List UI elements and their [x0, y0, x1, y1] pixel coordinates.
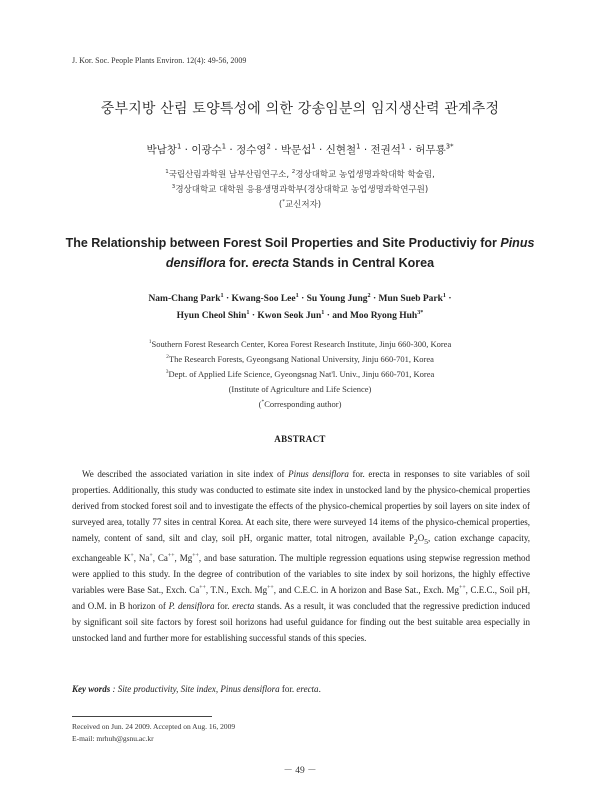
en-sep: ·: [324, 311, 333, 321]
abstract-sup: ++: [167, 552, 175, 559]
en-sep: ·: [370, 294, 379, 304]
keywords-italic: Pinus densiflora: [220, 684, 280, 694]
abstract-sup: ++: [199, 584, 206, 591]
abstract-text: , Ca: [152, 552, 168, 563]
en-author-2-sup: 1: [295, 292, 299, 299]
abstract-italic: P. densiflora: [168, 600, 215, 611]
en-sep: ·: [298, 294, 307, 304]
abstract-sub: 5: [424, 536, 428, 546]
en-author-1-sup: 1: [220, 292, 224, 299]
abstract-sup: ++: [267, 584, 274, 591]
english-affiliation-1: [0, 339, 600, 349]
ko-affil-3: 경상대학교 대학원 응용생명과학부(경상대학교 농업생명과학연구원): [175, 185, 429, 195]
en-author-7-sup: 3*: [417, 309, 424, 316]
abstract-text: for. erecta in responses to site variables of soil properties. Additionally, this study was conducted to estimate site index in unstocked land by the physico-chemical properties derived from stocked forest soil and to investigate the effects of the physico-chemical properties by soil layers on site index of surveyed area, totally 77 sites in central Korea. At each site, there were surveyed 14 items of the physico-chemical properties, namely, content of sand, silt and clay, soil pH, organic matter, total nitrogen, available P: [72, 469, 530, 543]
ko-affil-3-sup: 3: [171, 184, 176, 191]
english-authors-line-1: [0, 294, 600, 304]
ko-affil-2-sup: 2: [291, 169, 296, 176]
en-affil-3: Dept. of Applied Life Science, Gyeongsnag Nat'l. Univ., Jinju 660-701, Korea: [168, 369, 435, 379]
en-corr-open: (: [258, 399, 262, 409]
ko-sep: ·: [181, 144, 192, 156]
en-author-4: Mun Sueb Park: [378, 294, 443, 304]
keywords: [72, 684, 530, 694]
ko-affil-1-sup: 1: [165, 169, 169, 176]
korean-affiliation-line-2: [0, 183, 600, 195]
en-author-3: Su Young Jung: [306, 294, 368, 304]
ko-author-7-sup: 3*: [445, 142, 454, 151]
abstract-italic: erecta: [232, 600, 255, 611]
en-affil-1: Southern Forest Research Center, Korea Forest Research Institute, Jinju 660-300, Korea: [151, 339, 452, 349]
abstract-text: , and C.E.C. in A horizon and Base Sat., Exch. Mg: [273, 584, 460, 595]
ko-author-3-sup: 2: [266, 142, 271, 151]
author-email: E-mail: mrhuh@gsnu.ac.kr: [72, 734, 154, 743]
ko-sep: ·: [270, 144, 281, 156]
en-title-italic: erecta: [252, 256, 289, 270]
en-author-6-sup: 1: [321, 309, 325, 316]
english-corresponding: [0, 399, 600, 409]
abstract-sup: +: [149, 552, 153, 559]
abstract-heading: ABSTRACT: [274, 434, 326, 444]
en-author-5: Hyun Cheol Shin: [176, 311, 247, 321]
ko-sep: ·: [360, 144, 371, 156]
abstract-body: [72, 466, 530, 646]
en-title-part: Stands in Central Korea: [288, 256, 435, 270]
en-affil-2: The Research Forests, Gyeongsang National University, Jinju 660-701, Korea: [168, 354, 434, 364]
abstract-sup: +: [130, 552, 134, 559]
ko-author-2-sup: 1: [221, 142, 227, 151]
english-title-line-2: [0, 256, 600, 270]
ko-affil-1: 국립산림과학원 남부산림연구소,: [168, 170, 292, 180]
received-date: Received on Jun. 24 2009. Accepted on Aug. 16, 2009: [72, 722, 236, 731]
en-title-italic: densiflora: [165, 256, 226, 270]
ko-sep: ·: [405, 144, 416, 156]
keywords-sep: :: [110, 684, 118, 694]
korean-affiliation-line-1: [0, 168, 600, 180]
en-affil-2-sup: 2: [166, 354, 169, 361]
ko-author-4-sup: 1: [311, 142, 316, 151]
en-author-4-sup: 1: [442, 292, 446, 299]
english-affiliation-3: [0, 369, 600, 379]
en-title-part: for.: [225, 256, 253, 270]
en-sep: ·: [249, 311, 258, 321]
korean-corresponding: [0, 198, 600, 210]
keywords-italic: erecta: [296, 684, 319, 694]
korean-authors: [0, 142, 600, 157]
abstract-sup: ++: [459, 584, 466, 591]
ko-author-3: 정수영: [236, 144, 267, 156]
ko-sep: ·: [226, 144, 237, 156]
abstract-italic: Pinus densiflora: [288, 469, 349, 479]
en-affil-3-sup: 3: [165, 369, 169, 376]
en-title-italic: Pinus: [500, 236, 535, 250]
ko-author-4: 박문섭: [280, 144, 312, 156]
keywords-text: Site productivity, Site index,: [117, 684, 221, 694]
abstract-text: We described the associated variation in site index of: [82, 469, 289, 479]
ko-affil-2: 경상대학교 농업생명과학대학 학술림,: [295, 170, 435, 180]
korean-title: 중부지방 산림 토양특성에 의한 강송임분의 임지생산력 관계추정: [100, 101, 500, 117]
journal-header: J. Kor. Soc. People Plants Environ. 12(4): 49-56, 2009: [72, 56, 247, 65]
en-corr-sup: *: [261, 399, 265, 406]
en-author-6: Kwon Seok Jun: [257, 311, 322, 321]
ko-corr-sup: *: [282, 199, 285, 206]
ko-sep: ·: [315, 144, 326, 156]
en-corr-text: Corresponding author): [264, 399, 342, 409]
abstract-text: , T.N., Exch. Mg: [205, 584, 268, 595]
ko-author-7: 허무룡: [415, 144, 446, 156]
abstract-text: , C.E.C., Soil pH, and O.M. in B horizon of: [72, 584, 530, 611]
keywords-text: .: [318, 684, 321, 694]
en-sep: ·: [446, 294, 452, 304]
abstract-text: O: [417, 533, 425, 543]
en-sep: ·: [223, 294, 232, 304]
abstract-sub: 2: [413, 536, 418, 546]
en-title-part: The Relationship between Forest Soil Properties and Site Productiviy for: [65, 236, 501, 250]
page-number: － 49 －: [283, 766, 317, 776]
ko-author-2: 이광수: [191, 144, 222, 156]
en-author-3-sup: 2: [367, 292, 371, 299]
keywords-text: for.: [279, 684, 297, 694]
abstract-text: stands. As a result, it was concluded that the regressive prediction induced by significant soil site factors by forest soil horizons had useful guidance for finding out the best suitable area especially in unstocked land and further more for establishing successful stands of this species.: [72, 600, 530, 643]
keywords-label: Key words: [72, 684, 111, 694]
en-affil-1-sup: 1: [148, 339, 152, 346]
ko-corr-open: (: [278, 200, 283, 210]
abstract-sup: ++: [192, 552, 199, 559]
en-author-2: Kwang-Soo Lee: [231, 294, 296, 304]
ko-author-5: 신현철: [325, 144, 357, 156]
ko-author-1-sup: 1: [176, 142, 182, 151]
english-authors-line-2: [0, 311, 600, 321]
ko-corr-text: 교신저자): [284, 200, 322, 210]
en-author-1: Nam-Chang Park: [148, 294, 221, 304]
abstract-text: , Na: [133, 552, 150, 563]
footnote-divider: [72, 716, 212, 717]
english-title-line-1: [0, 236, 600, 250]
ko-author-5-sup: 1: [356, 142, 361, 151]
abstract-text: for.: [214, 600, 233, 611]
en-author-5-sup: 1: [246, 309, 250, 316]
abstract-text: , and base saturation. The multiple regression equations using stepwise regression method were applied to this study. In the degree of contribution of the variables to site index by soil horizons, the highly effective variables were Base Sat., Exch. Ca: [72, 552, 530, 595]
ko-author-6-sup: 1: [400, 142, 406, 151]
english-affiliation-2: [0, 354, 600, 364]
ko-author-1: 박남창: [146, 144, 177, 156]
en-author-7: and Moo Ryong Huh: [332, 311, 418, 321]
english-affiliation-4: (Institute of Agriculture and Life Science): [228, 384, 372, 394]
ko-author-6: 전권석: [370, 144, 401, 156]
abstract-text: , cation exchange capacity, exchangeable K: [72, 533, 530, 563]
abstract-text: , Mg: [174, 552, 193, 563]
